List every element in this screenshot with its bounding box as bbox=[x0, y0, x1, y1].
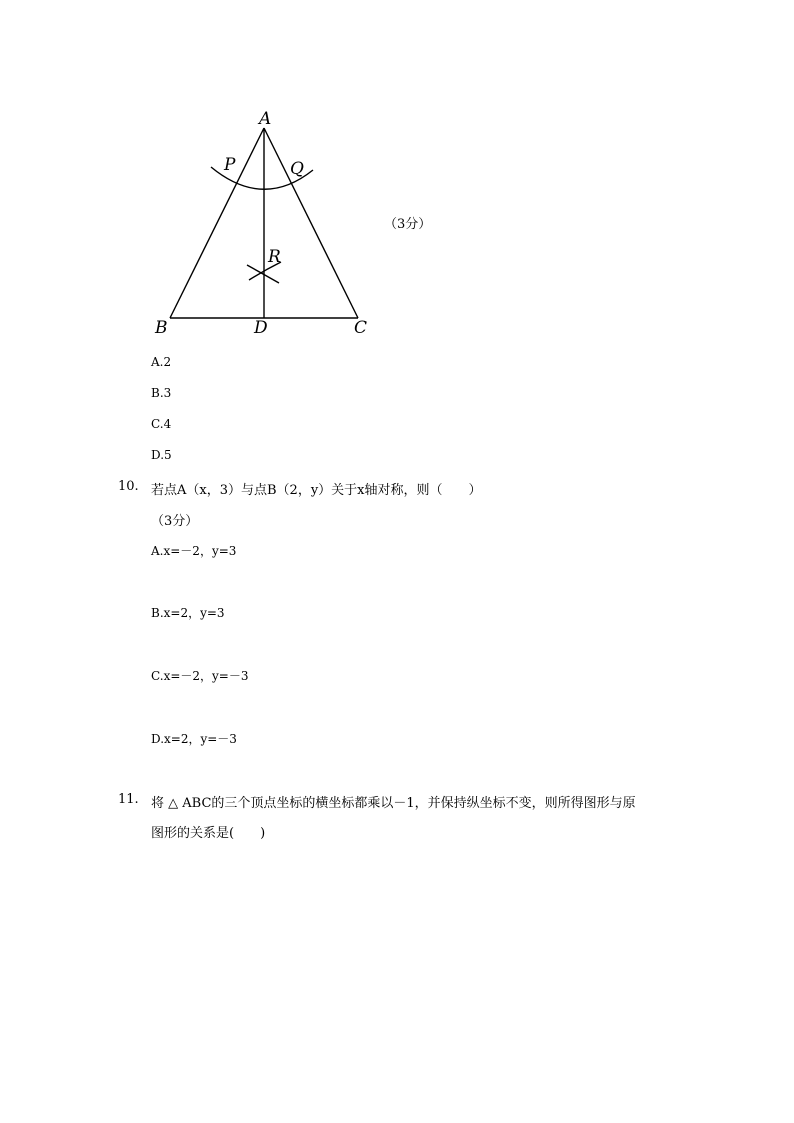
q10-option-a: A.x=－2，y=3 bbox=[151, 544, 237, 558]
label-B: B bbox=[155, 318, 168, 338]
q9-option-a: A.2 bbox=[151, 355, 172, 369]
q10-option-d: D.x=2，y=－3 bbox=[151, 732, 237, 746]
label-Q: Q bbox=[290, 159, 304, 179]
q10-text: 若点A（x，3）与点B（2，y）关于x轴对称，则（ ） bbox=[151, 483, 482, 498]
q11-number: 11. bbox=[118, 792, 139, 807]
q11-text-line1: 将 △ ABC的三个顶点坐标的横坐标都乘以－1，并保持纵坐标不变，则所得图形与原 bbox=[151, 796, 636, 811]
label-R: R bbox=[268, 247, 281, 267]
q9-option-d: D.5 bbox=[151, 448, 172, 462]
side-AC bbox=[264, 128, 358, 318]
triangle-figure bbox=[0, 0, 794, 360]
q10-score: （3分） bbox=[151, 514, 199, 529]
q10-option-c: C.x=－2，y=－3 bbox=[151, 669, 249, 683]
side-AB bbox=[170, 128, 264, 318]
label-P: P bbox=[224, 155, 236, 175]
label-D: D bbox=[254, 318, 268, 338]
q10-number: 10. bbox=[118, 479, 139, 494]
arc-R-left bbox=[247, 265, 279, 283]
q9-option-b: B.3 bbox=[151, 386, 172, 400]
q9-score: （3分） bbox=[384, 217, 432, 232]
label-C: C bbox=[354, 318, 368, 338]
label-A: A bbox=[259, 109, 272, 129]
q11-text-line2: 图形的关系是( ) bbox=[151, 826, 266, 841]
q9-option-c: C.4 bbox=[151, 417, 172, 431]
q10-option-b: B.x=2，y=3 bbox=[151, 606, 225, 620]
